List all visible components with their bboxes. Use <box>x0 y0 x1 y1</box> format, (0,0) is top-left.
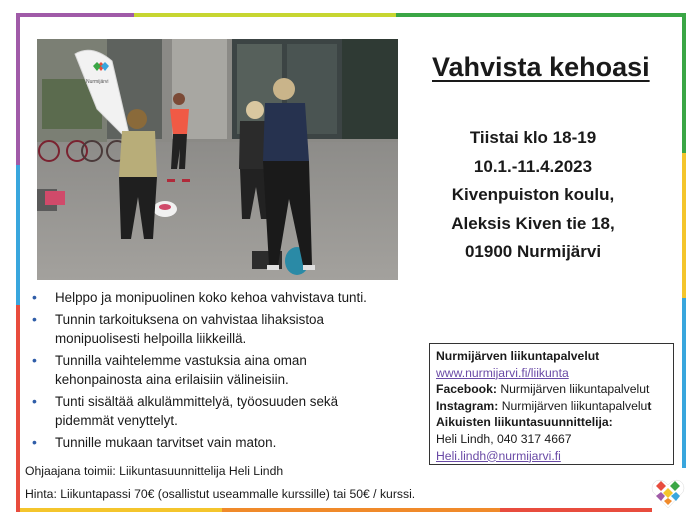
frame-right-top <box>682 13 686 153</box>
frame-right-mid <box>682 153 686 298</box>
website-link[interactable]: www.nurmijarvi.fi/liikunta <box>436 365 569 380</box>
list-item: • Tunti sisältää alkulämmittelyä, työosuuden sekä pidemmät venyttelyt. <box>27 392 385 430</box>
schedule-dates: 10.1.-11.4.2023 <box>473 156 593 176</box>
schedule-place: Kivenpuiston koulu, <box>451 185 615 204</box>
contact-org: Nurmijärven liikuntapalvelut <box>436 349 600 363</box>
frame-left-top <box>16 13 20 165</box>
email-link[interactable]: Heli.lindh@nurmijarvi.fi <box>436 448 561 463</box>
frame-bottom-right <box>500 508 652 512</box>
frame-left-mid <box>16 165 20 305</box>
banner-text: Nurmijärvi <box>86 79 109 85</box>
frame-bottom-mid <box>222 508 500 512</box>
planner-contact: Heli Lindh, 040 317 4667 <box>436 431 572 446</box>
contact-box <box>429 343 674 465</box>
instagram-label: Instagram: <box>436 398 499 413</box>
frame-left-bottom <box>16 305 20 512</box>
adult-planner-label: Aikuisten liikuntasuunnittelija: <box>436 415 613 430</box>
frame-top-right <box>396 13 686 17</box>
list-item: • Tunnilla vaihtelemme vastuksia aina oman kehonpainosta aina erilaisiin välineisiin. <box>27 351 385 389</box>
price-text: Hinta: Liikuntapassi 70€ (osallistut useammalle kurssille) tai 50€ / kurssi. <box>25 487 416 501</box>
description-list <box>27 288 385 455</box>
list-item: • Helppo ja monipuolinen koko kehoa vahvistava tunti. <box>27 288 385 307</box>
instagram-tail: t <box>647 398 652 413</box>
instructor-text: Ohjaajana toimii: Liikuntasuunnittelija Heli Lindh <box>25 464 284 478</box>
frame-top-mid <box>134 13 396 17</box>
schedule-postal: 01900 Nurmijärvi <box>464 242 602 261</box>
frame-top-left <box>16 13 134 17</box>
schedule-day-time: Tiistai klo 18-19 <box>469 128 597 147</box>
workout-photo <box>37 39 398 280</box>
list-item: • Tunnille mukaan tarvitset vain maton. <box>27 433 385 452</box>
nurmijarvi-logo-icon <box>650 476 686 510</box>
facebook-label: Facebook: <box>436 382 497 397</box>
schedule-street: Aleksis Kiven tie 18, <box>451 213 615 233</box>
page-title: Vahvista kehoasi <box>432 52 650 82</box>
instagram-value: Nurmijärven liikuntapalvelu <box>498 398 648 413</box>
frame-bottom-left <box>16 508 222 512</box>
list-item: • Tunnin tarkoituksena on vahvistaa lihaksistoa monipuolisesti helpoilla liikkeillä. <box>27 310 385 348</box>
schedule-info <box>418 124 648 267</box>
frame-right-bottom <box>682 298 686 468</box>
facebook-value: Nurmijärven liikuntapalvelut <box>496 382 650 397</box>
